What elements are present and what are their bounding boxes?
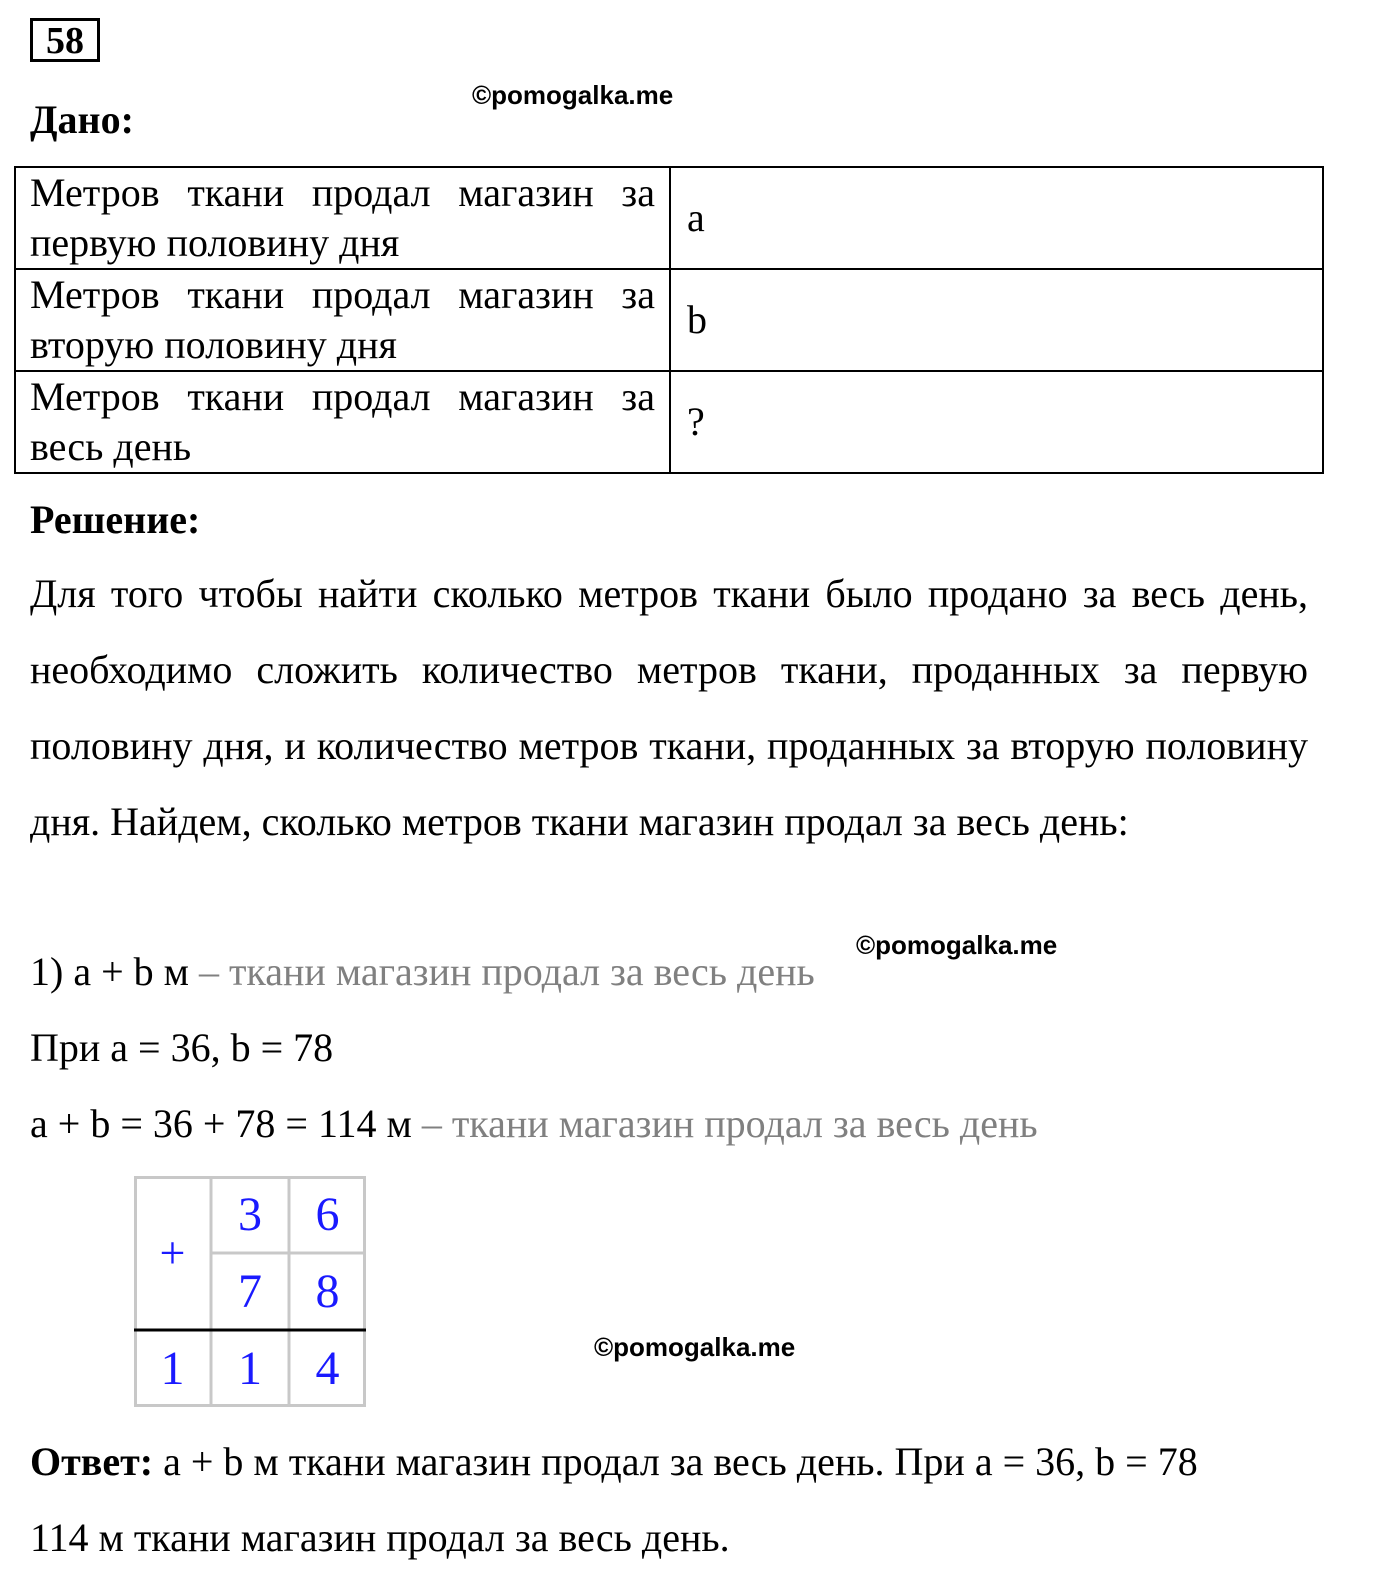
given-label-line: Метров ткани продал магазин за: [30, 170, 655, 215]
watermark-bottom: ©pomogalka.me: [594, 1332, 796, 1362]
answer-line-1: [30, 1424, 1198, 1500]
given-label-line: весь день: [30, 424, 192, 469]
solution-heading: Решение:: [30, 497, 201, 542]
table-row: [15, 371, 1323, 473]
calculation-expression: a + b = 36 + 78 = 114 м: [30, 1101, 412, 1146]
given-label-line: вторую половину дня: [30, 322, 397, 367]
given-label-cell: [15, 167, 670, 269]
task-number-badge: 58: [30, 18, 100, 62]
sum-digit: 4: [315, 1342, 340, 1395]
given-value-cell: ?: [670, 371, 1323, 473]
calculation-note: – ткани магазин продал за весь день: [411, 1101, 1038, 1146]
answer-text: a + b м ткани магазин продал за весь день. При a = 36, b = 78: [153, 1439, 1198, 1484]
given-value-cell: b: [670, 269, 1323, 371]
step-1-note: – ткани магазин продал за весь день: [188, 949, 815, 994]
given-label-line: Метров ткани продал магазин за: [30, 272, 655, 317]
given-label-line: первую половину дня: [30, 220, 400, 265]
addend-2-digit: 7: [238, 1265, 262, 1318]
table-row: [15, 167, 1323, 269]
answer-label: Ответ:: [30, 1439, 154, 1484]
addend-1-digit: 3: [238, 1188, 262, 1241]
given-value-cell: a: [670, 167, 1323, 269]
addend-2-digit: 8: [315, 1265, 340, 1318]
addend-1-digit: 6: [315, 1188, 340, 1241]
table-row: [15, 269, 1323, 371]
given-heading: Дано:: [30, 97, 134, 142]
column-addition: [134, 1176, 366, 1407]
step-1: [30, 948, 815, 996]
watermark-top: ©pomogalka.me: [472, 80, 674, 110]
calculation-line: [30, 1100, 1038, 1148]
plus-sign: +: [159, 1227, 186, 1278]
given-table: [14, 166, 1324, 474]
given-label-line: Метров ткани продал магазин за: [30, 374, 655, 419]
given-label-cell: [15, 269, 670, 371]
condition-line: При a = 36, b = 78: [30, 1025, 334, 1070]
watermark-middle: ©pomogalka.me: [856, 930, 1058, 960]
given-label-cell: [15, 371, 670, 473]
sum-digit: 1: [160, 1342, 185, 1395]
solution-text: Для того чтобы найти сколько метров ткани было продано за весь день, необходимо сложить количество метров ткани, проданных за первую половину дня, и количество метров ткани, проданных за вторую половину дня. Найдем, сколько метров ткани магазин продал за весь день:: [30, 571, 1308, 844]
sum-digit: 1: [238, 1342, 262, 1395]
step-1-expression: 1) a + b м: [30, 949, 189, 994]
answer-line-2: 114 м ткани магазин продал за весь день.: [30, 1515, 730, 1560]
